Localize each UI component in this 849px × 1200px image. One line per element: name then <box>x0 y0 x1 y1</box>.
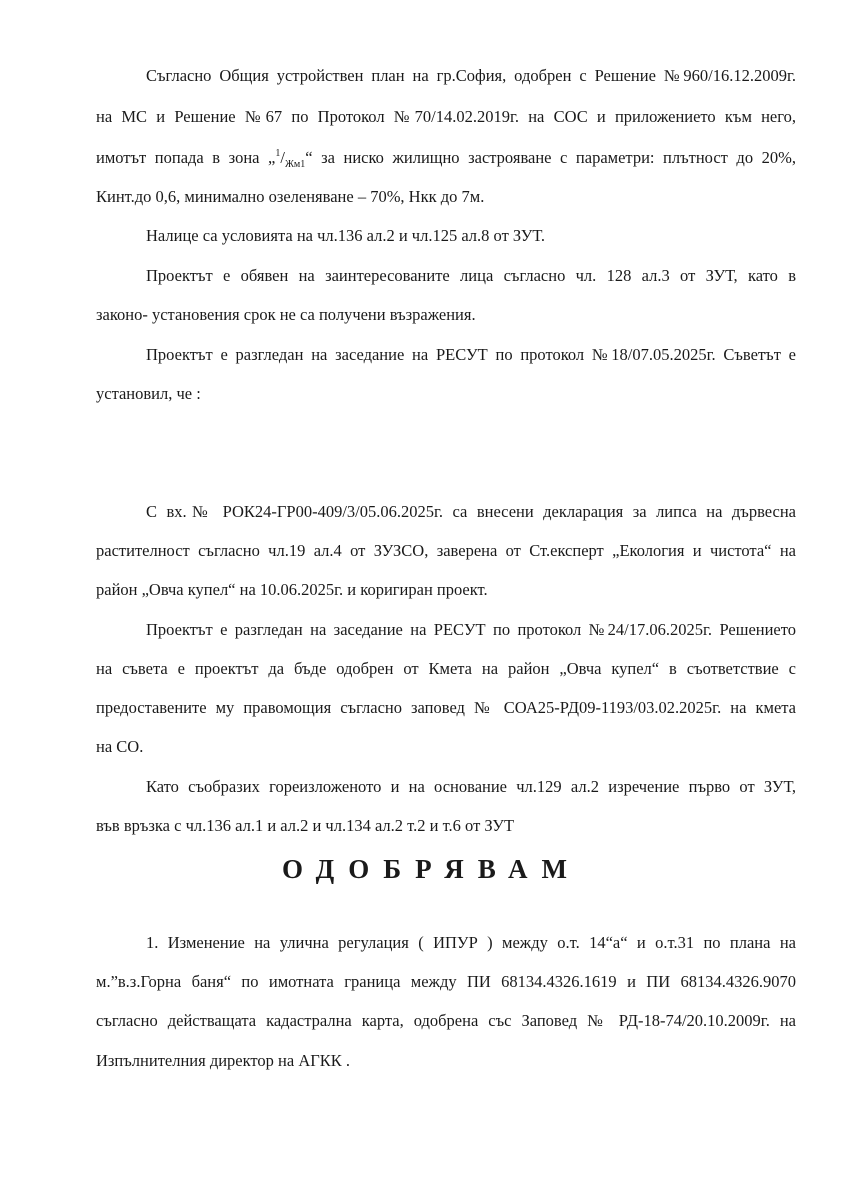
paragraph-8-line-4: Изпълнителния директор на АГКК . <box>96 1051 351 1070</box>
approval-heading: ОДОБРЯВАМ <box>281 854 582 884</box>
paragraph-3-line-1: Проектът е обявен на заинтересованите лица съгласно чл. 128 ал.3 от ЗУТ, като в <box>146 266 796 285</box>
paragraph-6-line-2: на съвета е проектът да бъде одобрен от Кмета на район „Овча купел“ в съответствие с <box>96 659 796 678</box>
paragraph-5-line-2: растителност съгласно чл.19 ал.4 от ЗУЗСО, заверена от Ст.експерт „Екология и чистота“ на <box>96 541 796 560</box>
zone-superscript: 1 <box>275 148 281 159</box>
paragraph-7-line-1: Като съобразих гореизложеното и на основание чл.129 ал.2 изречение първо от ЗУТ, <box>146 777 796 796</box>
paragraph-1-line-1: Съгласно Общия устройствен план на гр.София, одобрен с Решение №960/16.12.2009г. <box>146 66 796 85</box>
zone-text-before: имотът попада в зона „ <box>96 148 276 167</box>
paragraph-8-line-1: 1. Изменение на улична регулация ( ИПУР ) между о.т. 14“а“ и о.т.31 по плана на <box>146 933 796 952</box>
paragraph-8-line-2: м.”в.з.Горна баня“ по имотната граница между ПИ 68134.4326.1619 и ПИ 68134.4326.9070 <box>96 972 796 991</box>
paragraph-4-line-1: Проектът е разгледан на заседание на РЕСУТ по протокол №18/07.05.2025г. Съветът е <box>146 345 796 364</box>
zone-slash: / <box>280 148 285 167</box>
paragraph-7-line-2: във връзка с чл.136 ал.1 и ал.2 и чл.134 ал.2 т.2 и т.6 от ЗУТ <box>96 816 515 835</box>
paragraph-5-line-1: С вх.№ РОК24-ГР00-409/3/05.06.2025г. са внесени декларация за липса на дървесна <box>146 502 796 521</box>
paragraph-3-line-2: законо- установения срок не са получени възражения. <box>96 305 476 324</box>
paragraph-1-line-2: на МС и Решение №67 по Протокол №70/14.02.2019г. на СОС и приложението към него, <box>96 107 796 126</box>
paragraph-1-line-3 <box>96 148 796 171</box>
paragraph-8-line-3: съгласно действащата кадастрална карта, одобрена със Заповед № РД-18-74/20.10.2009г. на <box>96 1011 796 1030</box>
paragraph-6-line-3: предоставените му правомощия съгласно заповед № СОА25-РД09-1193/03.02.2025г. на кмета <box>96 698 796 717</box>
zone-subscript: Жм1 <box>284 159 306 170</box>
paragraph-2: Налице са условията на чл.136 ал.2 и чл.125 ал.8 от ЗУТ. <box>146 226 545 245</box>
paragraph-6-line-4: на СО. <box>96 737 144 756</box>
paragraph-5-line-3: район „Овча купел“ на 10.06.2025г. и коригиран проект. <box>96 580 488 599</box>
paragraph-1-line-4: Кинт.до 0,6, минимално озеленяване – 70%, Нкк до 7м. <box>96 187 485 206</box>
paragraph-4-line-2: установил, че : <box>96 384 201 403</box>
zone-text-after: “ за ниско жилищно застрояване с параметри: плътност до 20%, <box>305 148 796 167</box>
paragraph-6-line-1: Проектът е разгледан на заседание на РЕСУТ по протокол №24/17.06.2025г. Решението <box>146 620 796 639</box>
